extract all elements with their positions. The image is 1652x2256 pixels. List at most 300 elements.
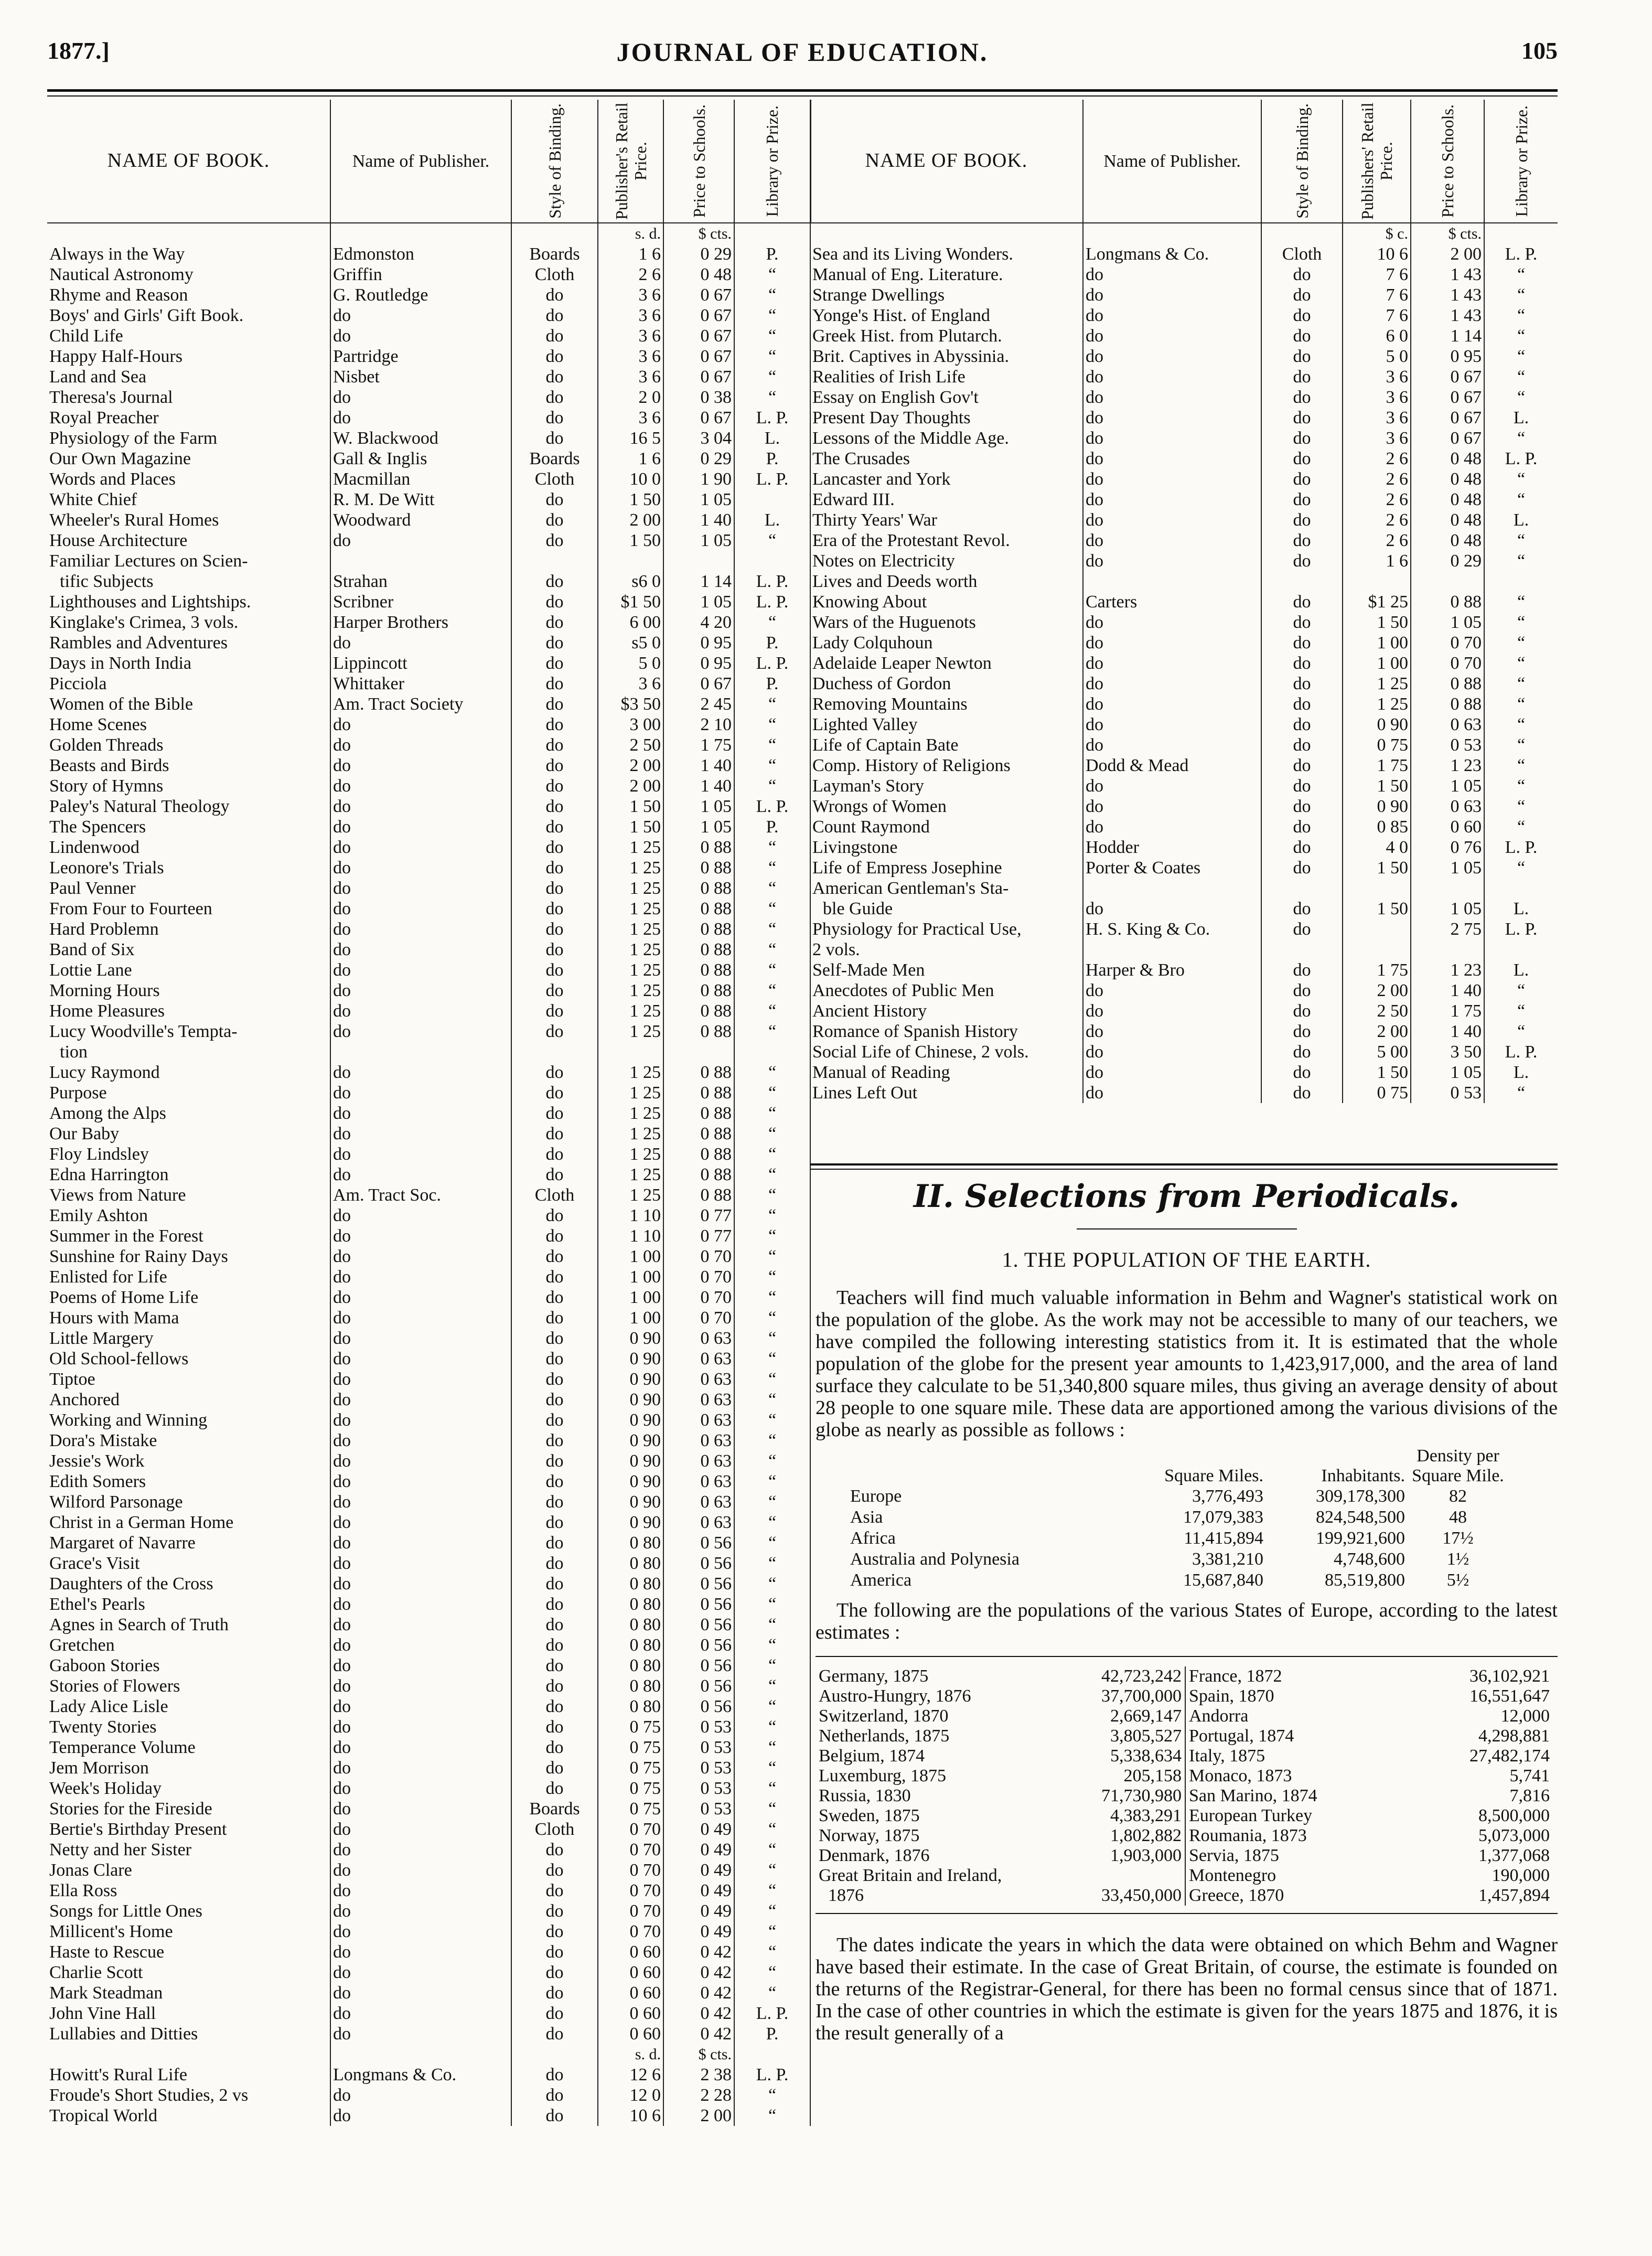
book-retail-price: 1 25 <box>598 960 663 980</box>
book-school-price: 1 05 <box>1411 858 1484 878</box>
state-row <box>816 1866 1185 1886</box>
book-binding: do <box>1261 387 1343 408</box>
book-retail-price: 5 00 <box>1343 1042 1411 1062</box>
book-retail-price: 3 6 <box>598 346 663 367</box>
book-row <box>810 592 1558 612</box>
book-publisher: do <box>330 980 511 1001</box>
pop-region: Africa <box>850 1528 896 1548</box>
book-binding: do <box>1261 1083 1343 1103</box>
book-publisher: do <box>330 1942 511 1962</box>
book-title: Royal Preacher <box>47 408 330 428</box>
book-publisher: do <box>330 1533 511 1553</box>
book-title: Bertie's Birthday Present <box>47 1819 330 1840</box>
state-row <box>1186 1806 1553 1826</box>
book-binding: do <box>511 1451 598 1471</box>
book-row <box>47 326 810 346</box>
book-binding: do <box>511 858 598 878</box>
book-school-price: 1 05 <box>663 592 734 612</box>
book-binding <box>511 551 598 571</box>
book-binding: do <box>511 1840 598 1860</box>
book-prize: “ <box>734 1880 810 1901</box>
book-binding: do <box>511 367 598 387</box>
price-unit-row <box>810 223 1558 244</box>
book-binding: do <box>511 326 598 346</box>
pop-region: America <box>850 1570 912 1590</box>
state-name: Austro-Hungry, 1876 <box>819 1686 971 1706</box>
book-binding: do <box>1261 899 1343 919</box>
book-binding: do <box>1261 326 1343 346</box>
book-retail-price: 0 90 <box>598 1512 663 1533</box>
book-title: Enlisted for Life <box>47 1267 330 1287</box>
book-publisher: do <box>1083 469 1261 489</box>
book-title: Wheeler's Rural Homes <box>47 510 330 530</box>
book-publisher: do <box>1083 1042 1261 1062</box>
book-retail-price: 0 90 <box>598 1471 663 1492</box>
pop-col-inhabitants: Inhabitants. <box>1321 1466 1405 1485</box>
book-school-price: 0 63 <box>663 1512 734 1533</box>
book-publisher: do <box>1083 735 1261 755</box>
book-school-price <box>1411 939 1484 960</box>
book-binding: do <box>511 1144 598 1164</box>
book-publisher: do <box>330 939 511 960</box>
book-binding: do <box>511 1349 598 1369</box>
state-population: 16,551,647 <box>1469 1686 1550 1706</box>
book-publisher: Nisbet <box>330 367 511 387</box>
state-name: Spain, 1870 <box>1189 1686 1274 1706</box>
book-binding: do <box>1261 919 1343 939</box>
book-prize: “ <box>1517 817 1526 837</box>
book-publisher: do <box>1083 387 1261 408</box>
book-retail-price: 0 80 <box>598 1696 663 1717</box>
book-title: Jessie's Work <box>47 1451 330 1471</box>
book-retail-price: 1 00 <box>598 1287 663 1308</box>
book-row <box>47 2065 810 2085</box>
book-prize: “ <box>1517 429 1526 448</box>
book-title: Ancient History <box>810 1001 1083 1021</box>
book-prize: “ <box>734 1655 810 1676</box>
book-row <box>47 1144 810 1164</box>
book-retail-price: 0 80 <box>598 1676 663 1696</box>
book-retail-price: 1 25 <box>598 919 663 939</box>
book-title: Story of Hymns <box>47 776 330 796</box>
book-title: Grace's Visit <box>47 1553 330 1574</box>
book-publisher: Woodward <box>330 510 511 530</box>
book-title: Words and Places <box>47 469 330 489</box>
book-binding: do <box>1261 1001 1343 1021</box>
book-title: Strange Dwellings <box>810 285 1083 305</box>
book-publisher: do <box>1083 285 1261 305</box>
book-binding: do <box>1261 612 1343 633</box>
book-retail-price: 0 80 <box>598 1574 663 1594</box>
book-row <box>810 776 1558 796</box>
book-prize: “ <box>734 1389 810 1410</box>
book-publisher: do <box>1083 899 1261 919</box>
book-title: Golden Threads <box>47 735 330 755</box>
book-row <box>47 1574 810 1594</box>
book-retail-price: 3 6 <box>1343 367 1411 387</box>
header-year: 1877.] <box>47 37 110 64</box>
state-name: Switzerland, 1870 <box>819 1706 949 1726</box>
book-title: Lancaster and York <box>810 469 1083 489</box>
state-name: Luxemburg, 1875 <box>819 1766 947 1785</box>
book-prize: “ <box>1517 388 1526 407</box>
book-title: Haste to Rescue <box>47 1942 330 1962</box>
book-row <box>47 1287 810 1308</box>
book-school-price: 0 42 <box>663 2003 734 2024</box>
book-title: Lucy Woodville's Tempta- <box>47 1021 330 1042</box>
book-publisher: do <box>330 1471 511 1492</box>
book-prize: “ <box>734 1962 810 1983</box>
pop-area: 3,381,210 <box>1192 1549 1263 1569</box>
book-title: Tropical World <box>47 2105 330 2126</box>
book-row <box>47 2105 810 2126</box>
book-prize: “ <box>734 1185 810 1205</box>
book-binding: do <box>511 346 598 367</box>
book-binding: do <box>1261 673 1343 694</box>
section-title: II. Selections from Periodicals. <box>913 1178 1460 1215</box>
book-binding: do <box>511 899 598 919</box>
book-row <box>810 796 1558 817</box>
book-row <box>810 919 1558 939</box>
state-row <box>1186 1886 1553 1906</box>
book-row <box>47 1819 810 1840</box>
book-title: Paley's Natural Theology <box>47 796 330 817</box>
book-row <box>810 428 1558 448</box>
state-row <box>816 1766 1185 1786</box>
book-prize: “ <box>1517 858 1526 878</box>
book-binding: do <box>1261 1042 1343 1062</box>
book-row <box>810 633 1558 653</box>
book-retail-price: 1 50 <box>1343 612 1411 633</box>
book-retail-price: 1 25 <box>598 1083 663 1103</box>
book-binding: do <box>1261 428 1343 448</box>
state-population: 4,298,881 <box>1478 1726 1550 1746</box>
col-publisher: Name of Publisher. <box>330 100 511 223</box>
book-title: Christ in a German Home <box>47 1512 330 1533</box>
book-retail-price: 1 25 <box>598 939 663 960</box>
state-name: Greece, 1870 <box>1189 1886 1284 1905</box>
state-population: 42,723,242 <box>1101 1666 1182 1686</box>
book-retail-price <box>1343 571 1411 592</box>
book-retail-price: 16 5 <box>598 428 663 448</box>
book-school-price: 0 49 <box>663 1880 734 1901</box>
book-school-price: 0 88 <box>663 939 734 960</box>
book-school-price: 0 53 <box>1411 1083 1484 1103</box>
book-prize: “ <box>734 1615 810 1635</box>
book-prize: “ <box>734 1533 810 1553</box>
book-row <box>810 408 1558 428</box>
book-retail-price: 5 0 <box>598 653 663 673</box>
book-row <box>810 326 1558 346</box>
book-binding: Cloth <box>1261 244 1343 264</box>
book-publisher: do <box>330 1349 511 1369</box>
book-retail-price: 2 00 <box>1343 980 1411 1001</box>
col-retail-price-right: Publishers' Retail Price. <box>1343 100 1411 223</box>
book-publisher: Edmonston <box>330 244 511 264</box>
book-retail-price: 0 80 <box>598 1553 663 1574</box>
book-binding: do <box>1261 633 1343 653</box>
col-retail-price: Publisher's Retail Price. <box>598 100 663 223</box>
book-binding: do <box>511 878 598 899</box>
book-prize <box>734 489 810 510</box>
book-row <box>47 1676 810 1696</box>
book-title: Happy Half-Hours <box>47 346 330 367</box>
book-title: Sunshine for Rainy Days <box>47 1246 330 1267</box>
book-binding: do <box>1261 346 1343 367</box>
pop-region: Australia and Polynesia <box>850 1549 1020 1569</box>
book-binding: Cloth <box>511 1185 598 1205</box>
book-publisher: do <box>330 1164 511 1185</box>
book-binding: do <box>511 1246 598 1267</box>
book-retail-price: 2 00 <box>598 510 663 530</box>
book-retail-price: 0 90 <box>598 1451 663 1471</box>
book-prize: “ <box>734 1942 810 1962</box>
book-school-price: 0 49 <box>663 1860 734 1880</box>
book-prize: L. P. <box>1505 1042 1538 1062</box>
book-title: Twenty Stories <box>47 1717 330 1737</box>
book-retail-price: 1 10 <box>598 1205 663 1226</box>
book-row <box>47 1021 810 1042</box>
state-population: 27,482,174 <box>1469 1746 1550 1766</box>
book-binding: Boards <box>511 1799 598 1819</box>
book-prize: “ <box>734 1083 810 1103</box>
book-row <box>47 1349 810 1369</box>
book-title: Songs for Little Ones <box>47 1901 330 1921</box>
pop-inhabitants: 85,519,800 <box>1325 1570 1405 1590</box>
book-row <box>47 899 810 919</box>
book-binding: do <box>1261 817 1343 837</box>
book-binding: do <box>511 285 598 305</box>
book-prize: “ <box>734 1349 810 1369</box>
book-school-price: 0 63 <box>663 1389 734 1410</box>
book-retail-price: 1 50 <box>1343 1062 1411 1083</box>
book-row <box>47 735 810 755</box>
book-prize: “ <box>1517 981 1526 1000</box>
book-title: John Vine Hall <box>47 2003 330 2024</box>
book-prize: L. P. <box>734 592 810 612</box>
book-prize: “ <box>1517 367 1526 387</box>
book-prize: “ <box>734 1860 810 1880</box>
book-title: Hours with Mama <box>47 1308 330 1328</box>
book-retail-price: 0 90 <box>598 1328 663 1349</box>
book-row <box>810 735 1558 755</box>
book-prize: “ <box>734 1103 810 1124</box>
book-retail-price <box>598 1042 663 1062</box>
book-row <box>47 1410 810 1430</box>
book-publisher: do <box>330 1840 511 1860</box>
book-retail-price: 1 25 <box>598 837 663 858</box>
book-row <box>810 755 1558 776</box>
book-prize: “ <box>734 1369 810 1389</box>
state-name: Andorra <box>1189 1706 1249 1726</box>
book-publisher: do <box>1083 1062 1261 1083</box>
book-title: Livingstone <box>810 837 1083 858</box>
book-title: Leonore's Trials <box>47 858 330 878</box>
book-prize: P. <box>734 448 810 469</box>
book-title: Self-Made Men <box>810 960 1083 980</box>
book-row <box>810 878 1558 899</box>
book-title: Physiology of the Farm <box>47 428 330 448</box>
book-retail-price: 1 25 <box>598 1124 663 1144</box>
book-binding: do <box>511 694 598 714</box>
book-school-price: 3 04 <box>663 428 734 448</box>
state-row <box>1186 1766 1553 1786</box>
book-row <box>47 1451 810 1471</box>
book-binding: do <box>1261 469 1343 489</box>
state-row <box>1186 1746 1553 1766</box>
book-title: Poems of Home Life <box>47 1287 330 1308</box>
book-row <box>810 551 1558 571</box>
book-publisher: do <box>330 1778 511 1799</box>
book-school-price: 0 67 <box>663 305 734 326</box>
book-row <box>47 1983 810 2003</box>
book-binding: do <box>511 755 598 776</box>
book-row <box>47 1615 810 1635</box>
book-school-price: 0 56 <box>663 1594 734 1615</box>
book-publisher: do <box>330 2024 511 2044</box>
book-school-price: 0 53 <box>663 1717 734 1737</box>
book-row <box>47 1921 810 1942</box>
book-publisher: do <box>330 817 511 837</box>
book-retail-price: 0 70 <box>598 1840 663 1860</box>
book-title: Lady Colquhoun <box>810 633 1083 653</box>
book-school-price: 1 05 <box>1411 612 1484 633</box>
book-retail-price: 1 25 <box>1343 694 1411 714</box>
pop-col-density: Density per Square Mile. <box>1412 1446 1504 1485</box>
book-row <box>47 1962 810 1983</box>
book-title: Ella Ross <box>47 1880 330 1901</box>
book-title: Land and Sea <box>47 367 330 387</box>
book-prize: “ <box>734 1308 810 1328</box>
book-publisher: do <box>330 1512 511 1533</box>
state-population <box>1036 1866 1185 1886</box>
book-publisher: do <box>330 1246 511 1267</box>
book-binding: do <box>511 980 598 1001</box>
state-name: France, 1872 <box>1189 1666 1282 1686</box>
state-row <box>1186 1706 1553 1726</box>
book-prize: “ <box>734 1778 810 1799</box>
book-binding: do <box>1261 735 1343 755</box>
book-title: Gretchen <box>47 1635 330 1655</box>
book-retail-price: 0 90 <box>598 1349 663 1369</box>
book-row <box>47 285 810 305</box>
book-retail-price: 0 75 <box>598 1717 663 1737</box>
unit-retail: $ c. <box>1343 223 1411 244</box>
book-binding: do <box>511 1880 598 1901</box>
book-school-price: 0 29 <box>663 448 734 469</box>
book-row <box>47 1799 810 1819</box>
book-title: Removing Mountains <box>810 694 1083 714</box>
book-publisher: do <box>330 1901 511 1921</box>
book-school-price: 0 56 <box>663 1696 734 1717</box>
book-publisher: do <box>330 919 511 939</box>
book-binding: do <box>511 1615 598 1635</box>
book-school-price: 0 53 <box>663 1758 734 1778</box>
pop-area: 3,776,493 <box>1192 1487 1263 1506</box>
book-prize: L. P. <box>1505 919 1538 939</box>
book-retail-price: 2 0 <box>598 387 663 408</box>
book-school-price: 0 56 <box>663 1635 734 1655</box>
book-school-price: 0 53 <box>663 1799 734 1819</box>
book-row <box>47 858 810 878</box>
book-title: Home Scenes <box>47 714 330 735</box>
book-publisher: Partridge <box>330 346 511 367</box>
book-title: Manual of Reading <box>810 1062 1083 1083</box>
book-binding: do <box>511 919 598 939</box>
state-name: Norway, 1875 <box>819 1826 920 1845</box>
book-retail-price: 2 50 <box>598 735 663 755</box>
book-publisher: do <box>330 1492 511 1512</box>
book-publisher: do <box>1083 264 1261 285</box>
book-title: Hard Problemn <box>47 919 330 939</box>
book-school-price: 2 45 <box>663 694 734 714</box>
book-title: Kinglake's Crimea, 3 vols. <box>47 612 330 633</box>
book-publisher: Whittaker <box>330 673 511 694</box>
book-school-price: 0 48 <box>1411 510 1484 530</box>
book-retail-price: 3 6 <box>598 326 663 346</box>
book-publisher: do <box>1083 980 1261 1001</box>
book-retail-price: 4 0 <box>1343 837 1411 858</box>
book-retail-price: 0 80 <box>598 1615 663 1635</box>
col-library-or-prize: Library or Prize. <box>734 100 810 223</box>
book-title: Edward III. <box>810 489 1083 510</box>
book-row <box>810 899 1558 919</box>
book-publisher: do <box>330 1676 511 1696</box>
book-school-price: 0 56 <box>663 1676 734 1696</box>
book-publisher: do <box>330 1001 511 1021</box>
book-binding: do <box>511 1124 598 1144</box>
book-row <box>47 776 810 796</box>
book-school-price: 0 63 <box>663 1369 734 1389</box>
book-school-price: 0 49 <box>663 1921 734 1942</box>
state-population: 7,816 <box>1509 1786 1550 1805</box>
book-retail-price: 3 6 <box>598 367 663 387</box>
population-row <box>847 1528 1508 1549</box>
book-binding: do <box>1261 448 1343 469</box>
book-binding: do <box>1261 1021 1343 1042</box>
book-school-price: 0 42 <box>663 1942 734 1962</box>
book-retail-price: 0 75 <box>1343 735 1411 755</box>
pop-area: 15,687,840 <box>1183 1570 1263 1590</box>
book-prize: “ <box>1517 613 1526 632</box>
book-title: Gaboon Stories <box>47 1655 330 1676</box>
book-row <box>810 387 1558 408</box>
book-retail-price: 10 6 <box>1343 244 1411 264</box>
book-school-price <box>663 551 734 571</box>
book-school-price: 0 88 <box>663 1021 734 1042</box>
book-title: Rambles and Adventures <box>47 633 330 653</box>
book-binding: do <box>511 2024 598 2044</box>
book-retail-price: 1 25 <box>1343 673 1411 694</box>
book-prize: “ <box>734 326 810 346</box>
book-prize: “ <box>734 960 810 980</box>
book-school-price: 0 88 <box>663 1144 734 1164</box>
book-binding: do <box>511 714 598 735</box>
book-school-price: 0 56 <box>663 1615 734 1635</box>
unit-schools: $ cts. <box>1411 223 1484 244</box>
book-title: The Spencers <box>47 817 330 837</box>
book-publisher: do <box>1083 510 1261 530</box>
book-title: Women of the Bible <box>47 694 330 714</box>
book-publisher: do <box>330 1083 511 1103</box>
book-binding: do <box>511 1778 598 1799</box>
population-row <box>847 1549 1508 1570</box>
book-prize: “ <box>734 1983 810 2003</box>
book-publisher: do <box>330 1819 511 1840</box>
book-prize: “ <box>734 755 810 776</box>
book-title: Lottie Lane <box>47 960 330 980</box>
book-title: Yonge's Hist. of England <box>810 305 1083 326</box>
